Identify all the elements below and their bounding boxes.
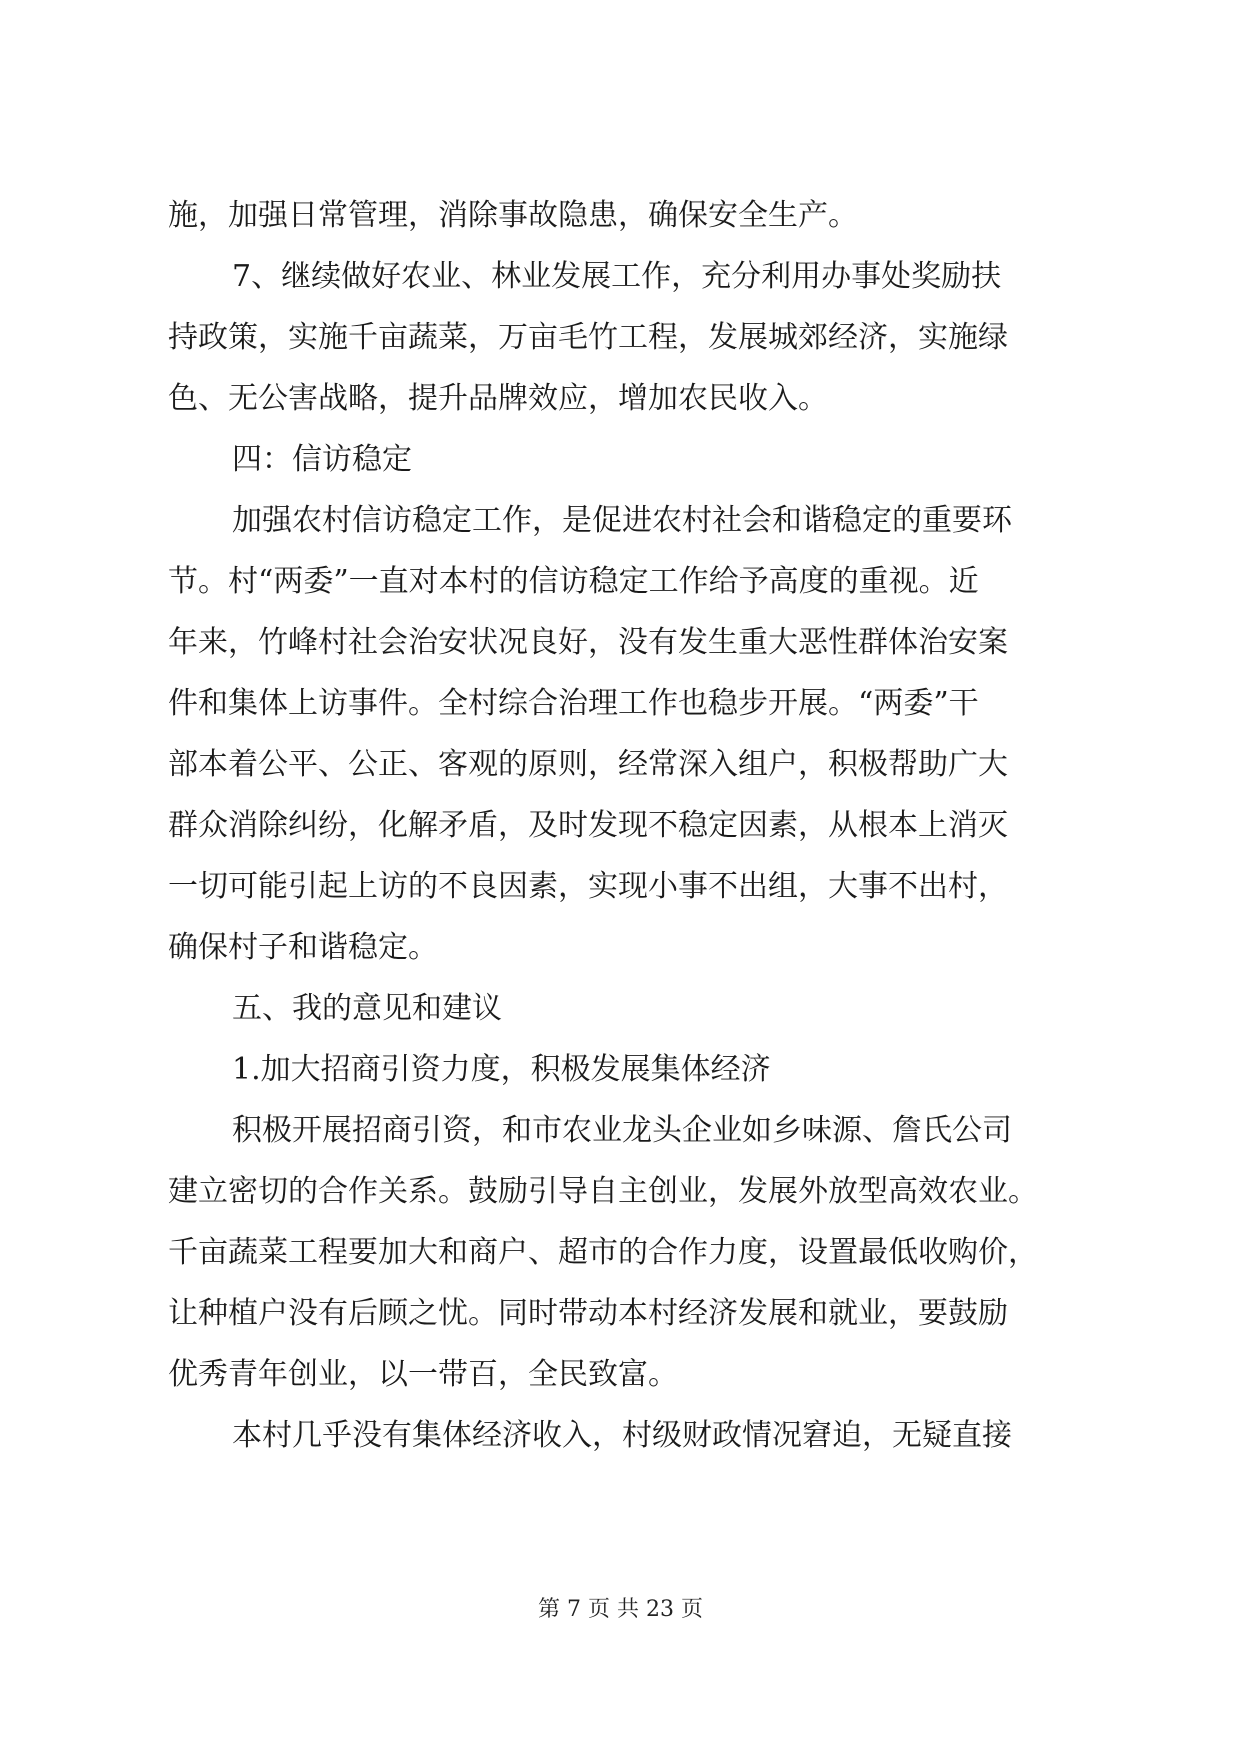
- text-line: 一切可能引起上访的不良因素，实现小事不出组，大事不出村，: [168, 869, 1008, 904]
- text-line: 部本着公平、公正、客观的原则，经常深入组户，积极帮助广大: [168, 747, 1008, 782]
- text-line: 本村几乎没有集体经济收入，村级财政情况窘迫，无疑直接: [232, 1418, 1012, 1453]
- section-heading: 五、我的意见和建议: [232, 991, 502, 1026]
- text-line: 加强农村信访稳定工作，是促进农村社会和谐稳定的重要环: [232, 503, 1012, 538]
- text-line: 件和集体上访事件。全村综合治理工作也稳步开展。“两委”干: [168, 686, 979, 721]
- text-line: 群众消除纠纷，化解矛盾，及时发现不稳定因素，从根本上消灭: [168, 808, 1008, 843]
- subsection-heading: 1.加大招商引资力度，积极发展集体经济: [232, 1052, 771, 1087]
- text-line: 确保村子和谐稳定。: [168, 930, 438, 965]
- text-line: 积极开展招商引资，和市农业龙头企业如乡味源、詹氏公司: [232, 1113, 1012, 1148]
- text-line: 节。村“两委”一直对本村的信访稳定工作给予高度的重视。近: [168, 564, 979, 599]
- page-number-footer: 第 7 页 共 23 页: [538, 1597, 703, 1622]
- text-line: 7、继续做好农业、林业发展工作，充分利用办事处奖励扶: [232, 259, 1002, 294]
- text-line: 让种植户没有后顾之忧。同时带动本村经济发展和就业，要鼓励: [168, 1296, 1008, 1331]
- text-line: 年来，竹峰村社会治安状况良好，没有发生重大恶性群体治安案: [168, 625, 1008, 660]
- text-line: 色、无公害战略，提升品牌效应，增加农民收入。: [168, 381, 828, 416]
- text-line: 千亩蔬菜工程要加大和商户、超市的合作力度，设置最低收购价，: [168, 1235, 1038, 1270]
- section-heading: 四：信访稳定: [232, 442, 412, 477]
- text-line: 施，加强日常管理，消除事故隐患，确保安全生产。: [168, 198, 858, 233]
- text-line: 持政策，实施千亩蔬菜，万亩毛竹工程，发展城郊经济，实施绿: [168, 320, 1008, 355]
- text-line: 建立密切的合作关系。鼓励引导自主创业，发展外放型高效农业。: [168, 1174, 1038, 1209]
- text-line: 优秀青年创业，以一带百，全民致富。: [168, 1357, 678, 1392]
